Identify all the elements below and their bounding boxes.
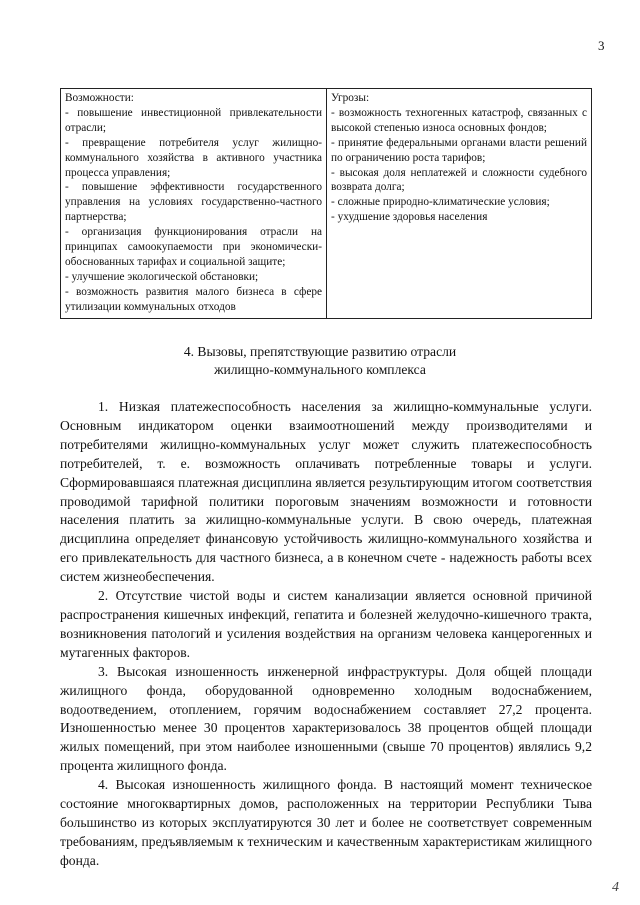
swot-table [60,88,592,319]
threats-title: Угрозы: [331,92,370,104]
handwritten-mark: 4 [612,880,619,895]
section-heading [0,343,640,379]
opportunity-item: - превращение потребителя услуг жилищно-коммунального хозяйства в активного участника процесса управления; [65,136,322,179]
opportunity-item: - организация функционирования отрасли на принципах самоокупаемости при экономически-обоснованных тарифах и социальной защите; [65,226,322,268]
threat-item: - принятие федеральными органами власти решений по ограничению роста тарифов; [331,136,587,164]
threat-item: - возможность техногенных катастроф, связанных с высокой степенью износа основных фондов; [331,106,587,134]
opportunities-title: Возможности: [65,92,134,104]
opportunity-item: - повышение инвестиционной привлекательности отрасли; [65,106,322,134]
paragraph: 2. Отсутствие чистой воды и систем канализации является основной причиной распространения кишечных инфекций, гепатита и болезней желудочно-кишечного тракта, возникновения патологий и усиления воздействия на организм человека канцерогенных и мутагенных факторов. [60,588,592,660]
body-text [60,398,592,871]
paragraph: 1. Низкая платежеспособность населения за жилищно-коммунальные услуги. Основным индикатором оценки взаимоотношений между производителями и потребителями жилищно-коммунальных услуг может служить платежеспособность потребителей, т. е. возможность оплачивать потребленные товары и услуги. Сформировавшаяся платежная дисциплина является результирующим итогом соответствия проводимой тарифной политики пороговым значениям возможности и готовности населения платить за жилищно-коммунальные услуги. В свою очередь, платежная дисциплина определяет финансовую устойчивость жилищно-коммунального хозяйства и его привлекательность для частного бизнеса, а в конечном счете - надежность работы всех систем жизнеобеспечения. [60,399,592,585]
paragraph: 4. Высокая изношенность жилищного фонда. В настоящий момент техническое состояние многоквартирных домов, расположенных на территории Республики Тыва большинство из которых эксплуатируются 30 лет и более не соответствует современным требованиям, предъявляемым к техническим и качественным характеристикам жилищного фонда. [60,777,592,868]
section-heading-line2: жилищно-коммунального комплекса [214,362,426,377]
section-heading-line1: 4. Вызовы, препятствующие развитию отрасли [183,344,457,359]
swot-row [61,89,592,319]
threat-item: - сложные природно-климатические условия; [331,196,550,209]
threat-item: - высокая доля неплатежей и сложности судебного возврата долга; [331,166,587,194]
threat-item: - ухудшение здоровья населения [331,211,488,224]
threats-cell [327,89,592,319]
opportunities-cell [61,89,327,319]
opportunity-item: - повышение эффективности государственного управления на условиях государственно-частного партнерства; [65,181,322,224]
opportunity-item: - улучшение экологической обстановки; [65,270,259,283]
page-number: 3 [598,38,605,53]
paragraph: 3. Высокая изношенность инженерной инфраструктуры. Доля общей площади жилищного фонда, оборудованной одновременно холодным водоснабжением, водоотведением, отоплением, горячим водоснабжением составляет 27,2 процента. Изношенностью менее 30 процентов характеризовалось 38 процентов общей площади жилых помещений, при этом наиболее изношенными (свыше 70 процентов) являлись 9,2 процента жилищного фонда. [60,663,592,774]
opportunity-item: - возможность развития малого бизнеса в сфере утилизации коммунальных отходов [65,285,322,313]
